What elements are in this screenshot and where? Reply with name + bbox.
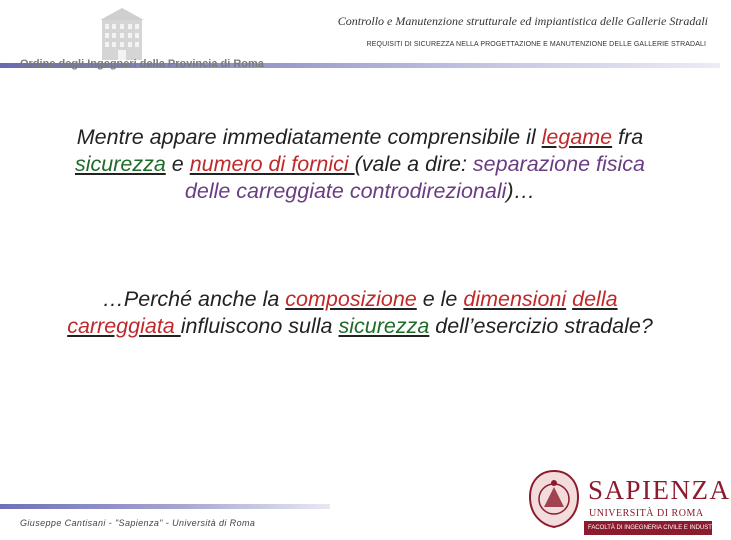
highlight-sicurezza-2: sicurezza — [338, 314, 430, 338]
presentation-title: Controllo e Manutenzione strutturale ed impiantistica delle Gallerie Stradali — [337, 14, 708, 28]
footer-divider — [0, 504, 330, 509]
paragraph-2 — [60, 286, 660, 340]
text-span: )… — [506, 179, 536, 203]
organization-name: Ordine degli Ingegneri della Provincia di Roma — [20, 58, 264, 70]
university-subtitle: UNIVERSITÀ DI ROMA — [589, 508, 704, 519]
text-span: e — [165, 152, 190, 176]
highlight-separazione: separazione fisica delle carreggiate controdirezionali — [184, 152, 646, 203]
footer-author: Giuseppe Cantisani - "Sapienza" - Università di Roma — [20, 518, 256, 528]
building-logo-icon — [96, 2, 148, 62]
text-span: e le — [416, 287, 464, 311]
sapienza-seal-icon — [528, 469, 580, 529]
faculty-name: FACOLTÀ DI INGEGNERIA CIVILE E INDUSTRIALE — [584, 521, 712, 535]
paragraph-1 — [60, 124, 660, 205]
text-span: influiscono sulla — [180, 314, 339, 338]
highlight-dimensioni: dimensioni — [463, 287, 567, 311]
university-name: SAPIENZA — [588, 475, 731, 505]
text-span: fra — [612, 125, 644, 149]
presentation-subtitle: REQUISITI DI SICUREZZA NELLA PROGETTAZIONE E MANUTENZIONE DELLE GALLERIE STRADALI — [366, 41, 706, 48]
highlight-numero-fornici: numero di fornici — [189, 152, 355, 176]
text-span: Mentre appare immediatamente comprensibile il — [76, 125, 542, 149]
sapienza-logo — [528, 465, 731, 535]
text-span: dell’esercizio stradale? — [429, 314, 653, 338]
highlight-composizione: composizione — [285, 287, 417, 311]
highlight-legame: legame — [541, 125, 613, 149]
text-span: …Perché anche la — [102, 287, 286, 311]
highlight-sicurezza: sicurezza — [74, 152, 166, 176]
text-span: (vale a dire: — [354, 152, 473, 176]
highlight-della-carreggiata: della carreggiata — [67, 287, 618, 338]
